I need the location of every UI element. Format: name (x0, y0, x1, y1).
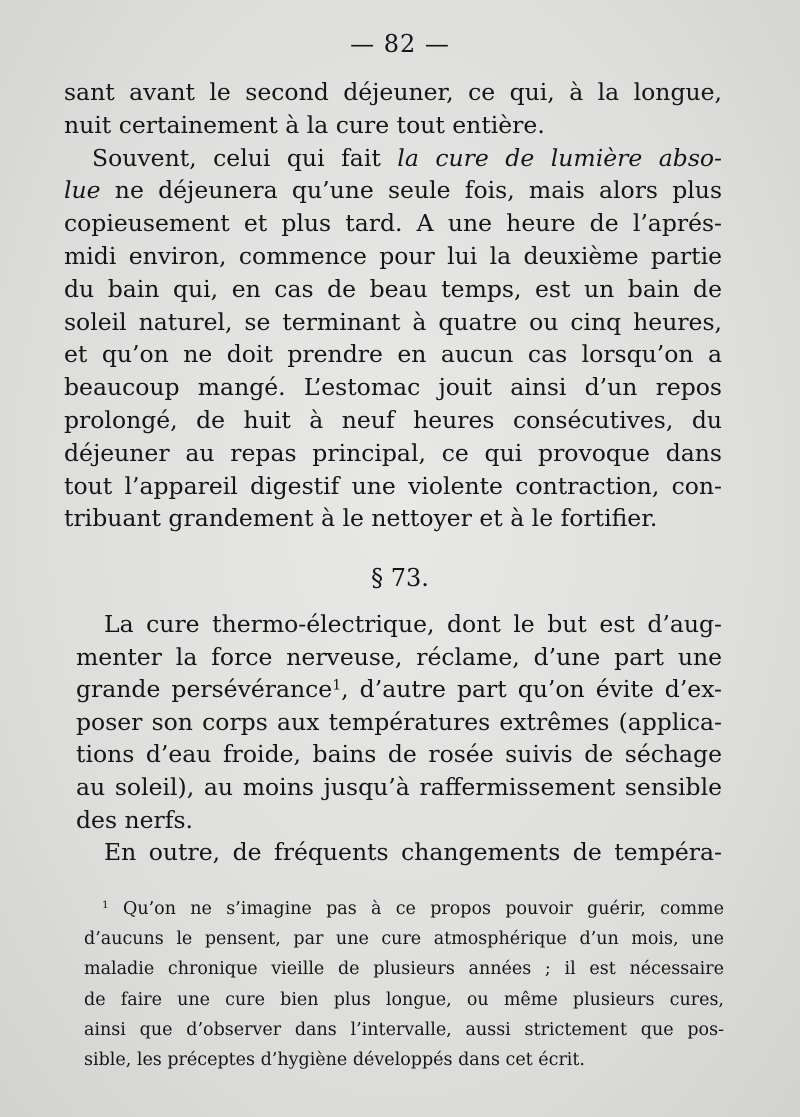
text-line: au soleil), au moins jusqu’à raffermissement sensible (76, 772, 722, 801)
text-line (64, 174, 722, 207)
text-run: Souvent, celui qui fait (92, 143, 398, 172)
text-line: beaucoup mangé. L’estomac jouit ainsi d’un repos (64, 373, 722, 402)
footnote-marker: 1 (102, 899, 109, 912)
footnote-line (84, 894, 724, 924)
text-run: ne déjeunera qu’une seule fois, mais alors plus (100, 176, 722, 205)
text-line: tribuant grandement à le nettoyer et à le fortifier. (64, 504, 658, 533)
footnote-line: ainsi que d’observer dans l’intervalle, aussi strictement que pos- (84, 1019, 724, 1040)
italic-phrase: lue (64, 176, 101, 205)
footnote-line: d’aucuns le pensent, par une cure atmosphérique d’un mois, une (84, 929, 724, 950)
text-run: , d’autre part qu’on évite d’ex- (341, 675, 722, 704)
footnote-line: sible, les préceptes d’hygiène développés dans cet écrit. (84, 1050, 585, 1071)
text-line: déjeuner au repas principal, ce qui provoque dans (64, 438, 722, 467)
text-line (76, 673, 722, 706)
footnote-line: de faire une cure bien plus longue, ou même plusieurs cures, (84, 989, 724, 1010)
text-line: menter la force nerveuse, réclame, d’une part une (76, 642, 722, 671)
text-line: copieusement et plus tard. A une heure de l’aprés- (64, 209, 722, 238)
text-line: midi environ, commence pour lui la deuxième partie (64, 241, 722, 270)
text-line: En outre, de fréquents changements de tempéra- (104, 838, 722, 867)
text-line: tout l’appareil digestif une violente contraction, con- (64, 471, 722, 500)
section-text-block (76, 608, 722, 869)
text-line: du bain qui, en cas de beau temps, est un bain de (64, 274, 722, 303)
text-line (64, 142, 722, 175)
text-line: sant avant le second déjeuner, ce qui, à la longue, (64, 78, 722, 106)
text-line: La cure thermo-électrique, dont le but est d’aug- (104, 610, 722, 638)
page-number: — 82 — (350, 30, 450, 58)
text-line: soleil naturel, se terminant à quatre ou cinq heures, (64, 307, 722, 336)
section-heading: § 73. (371, 564, 429, 592)
text-run: Qu’on ne s’imagine pas à ce propos pouvoir guérir, comme (108, 899, 724, 919)
text-run: grande persévérance (76, 675, 333, 704)
text-line: et qu’on ne doit prendre en aucun cas lorsqu’on a (64, 340, 722, 369)
footnote-line: maladie chronique vieille de plusieurs années ; il est nécessaire (84, 959, 724, 980)
footnote-reference: 1 (332, 677, 342, 694)
text-line: prolongé, de huit à neuf heures consécutives, du (64, 405, 722, 434)
footnote-block (84, 894, 724, 1075)
text-line: nuit certainement à la cure tout entière. (64, 110, 545, 139)
text-line: des nerfs. (76, 805, 193, 834)
text-line: poser son corps aux températures extrêmes (applica- (76, 707, 722, 736)
italic-phrase: la cure de lumière abso- (397, 143, 722, 172)
text-line: tions d’eau froide, bains de rosée suivis de séchage (76, 740, 722, 769)
main-text-block (64, 76, 722, 535)
